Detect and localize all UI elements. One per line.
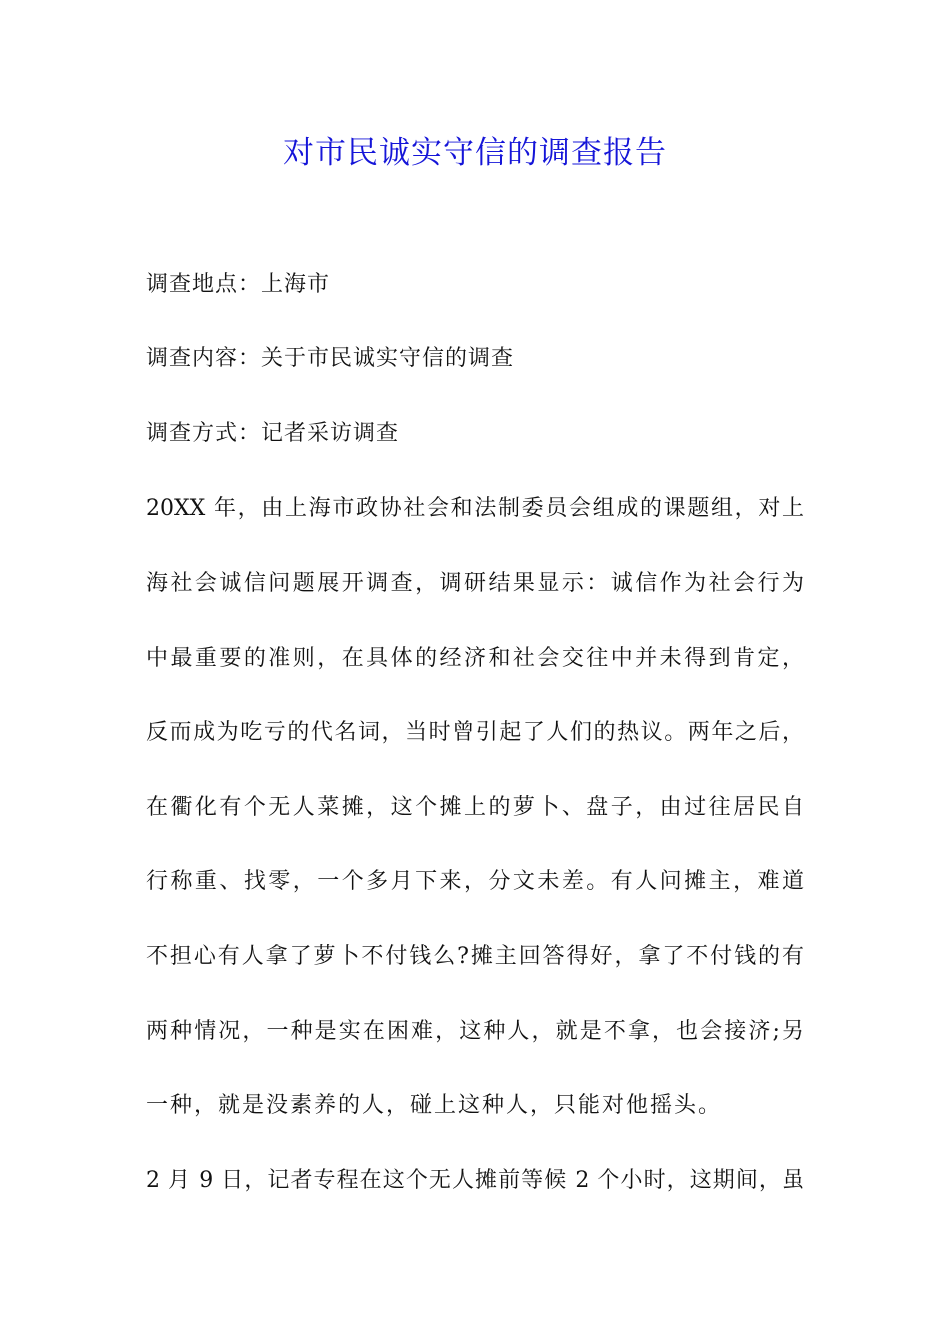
paragraph-line: 不担心有人拿了萝卜不付钱么?摊主回答得好，拿了不付钱的有 (146, 944, 804, 969)
meta-method: 调查方式：记者采访调查 (146, 421, 400, 446)
paragraph-line: 行称重、找零，一个多月下来，分文未差。有人问摊主，难道 (146, 869, 804, 894)
paragraph-line: 中最重要的准则，在具体的经济和社会交往中并未得到肯定， (146, 646, 804, 671)
meta-content: 调查内容：关于市民诚实守信的调查 (146, 346, 515, 371)
paragraph-line: 反而成为吃亏的代名词，当时曾引起了人们的热议。两年之后， (146, 720, 804, 745)
paragraph-line: 海社会诚信问题展开调查，调研结果显示：诚信作为社会行为 (146, 571, 804, 596)
paragraph-line: 在衢化有个无人菜摊，这个摊上的萝卜、盘子，由过往居民自 (146, 795, 804, 820)
paragraph-line: 一种，就是没素养的人，碰上这种人，只能对他摇头。 (146, 1093, 723, 1118)
paragraph-line: 20XX 年，由上海市政协社会和法制委员会组成的课题组，对上 (146, 496, 804, 521)
meta-location: 调查地点：上海市 (146, 272, 331, 297)
paragraph-line: 2 月 9 日，记者专程在这个无人摊前等候 2 个小时，这期间，虽 (146, 1168, 804, 1193)
document-title: 对市民诚实守信的调查报告 (283, 135, 667, 171)
paragraph-line: 两种情况，一种是实在困难，这种人，就是不拿，也会接济;另 (146, 1019, 804, 1044)
